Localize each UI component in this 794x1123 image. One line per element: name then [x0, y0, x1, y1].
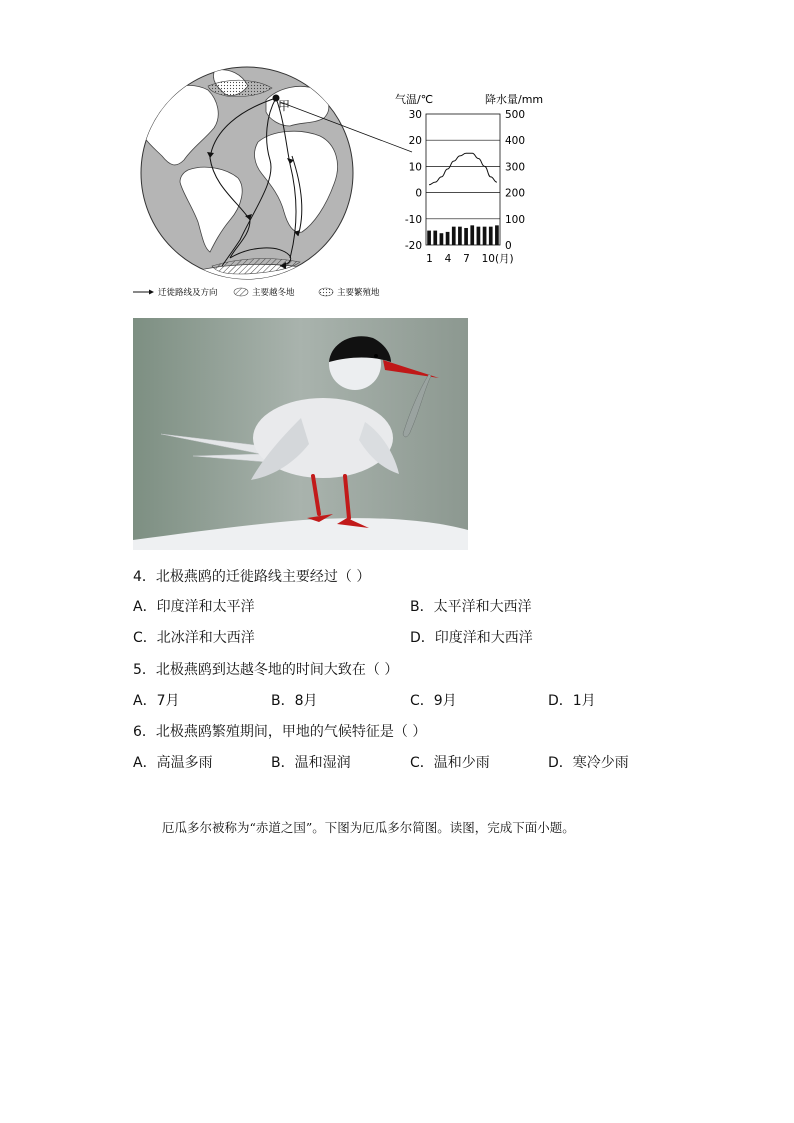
precip-bar	[477, 227, 481, 245]
precip-tick: 200	[505, 187, 526, 200]
question-5-stem: 5．北极燕鸥到达越冬地的时间大致在（ ）	[133, 662, 399, 678]
next-section-intro: 厄瓜多尔被称为“赤道之国”。下图为厄瓜多尔简图。读图，完成下面小题。	[162, 820, 575, 835]
legend-breeding-swatch	[319, 288, 333, 296]
precip-bars	[427, 225, 499, 245]
question-5-option-c[interactable]: C．9月	[410, 693, 457, 709]
question-5-option-a[interactable]: A．7月	[133, 693, 180, 709]
precip-bar	[495, 225, 499, 245]
chart-frame	[426, 114, 500, 245]
month-tick: 7	[463, 253, 470, 265]
question-4-option-c[interactable]: C．北冰洋和大西洋	[133, 630, 255, 646]
map-legend	[133, 287, 380, 298]
precip-tick: 500	[505, 109, 526, 121]
temp-tick: 30	[408, 109, 422, 121]
precip-bar	[446, 232, 450, 245]
temp-axis-label: 气温/℃	[395, 93, 434, 106]
precip-tick: 400	[505, 135, 526, 148]
precip-bar	[470, 225, 474, 245]
question-6-option-d[interactable]: D．寒冷少雨	[548, 755, 629, 771]
tern-eye	[374, 354, 378, 358]
legend-breeding-label: 主要繁殖地	[337, 288, 380, 298]
precip-bar	[433, 231, 437, 245]
precip-bar	[458, 227, 462, 245]
question-5-option-b[interactable]: B．8月	[271, 693, 318, 709]
legend-wintering-swatch	[234, 288, 248, 296]
temperature-curve	[429, 153, 497, 184]
precip-axis-label: 降水量/mm	[485, 93, 544, 106]
precip-bar	[427, 231, 431, 245]
chart-grid	[426, 114, 500, 245]
climate-chart	[395, 92, 543, 265]
precip-tick: 100	[505, 213, 526, 226]
question-5-option-d[interactable]: D．1月	[548, 693, 596, 709]
temp-tick: 0	[415, 187, 422, 200]
location-jia-label: 甲	[278, 99, 291, 113]
migration-map-figure	[130, 60, 550, 305]
precip-tick: 0	[505, 240, 512, 252]
temp-tick: 10	[408, 161, 422, 174]
globe	[138, 67, 353, 300]
precip-bar	[440, 233, 444, 245]
legend-route-label: 迁徙路线及方向	[158, 288, 218, 298]
precip-bar	[483, 227, 487, 245]
precip-tick-labels	[505, 109, 525, 252]
question-4-option-d[interactable]: D．印度洋和大西洋	[410, 630, 533, 646]
question-4-option-a[interactable]: A．印度洋和太平洋	[133, 599, 255, 615]
precip-bar	[452, 227, 456, 245]
question-6-option-a[interactable]: A．高温多雨	[133, 755, 213, 771]
month-tick: 4	[444, 253, 452, 265]
month-tick: 1	[426, 253, 433, 265]
precip-bar	[464, 228, 468, 245]
question-6-option-c[interactable]: C．温和少雨	[410, 755, 490, 771]
temp-tick: -20	[404, 240, 422, 252]
month-tick: 10(月)	[481, 253, 514, 265]
month-tick-labels	[426, 253, 514, 265]
temp-tick-labels	[405, 109, 422, 252]
precip-bar	[489, 227, 493, 245]
legend-wintering-label: 主要越冬地	[252, 288, 295, 298]
question-6-stem: 6．北极燕鸥繁殖期间，甲地的气候特征是（ ）	[133, 724, 427, 740]
arctic-tern-photo	[133, 318, 468, 550]
question-6-option-b[interactable]: B．温和湿润	[271, 755, 351, 771]
precip-tick: 300	[505, 161, 526, 174]
question-4-stem: 4．北极燕鸥的迁徙路线主要经过（ ）	[133, 569, 371, 585]
question-4-option-b[interactable]: B．太平洋和大西洋	[410, 599, 532, 615]
temp-tick: -10	[404, 213, 422, 226]
temp-tick: 20	[408, 135, 422, 148]
